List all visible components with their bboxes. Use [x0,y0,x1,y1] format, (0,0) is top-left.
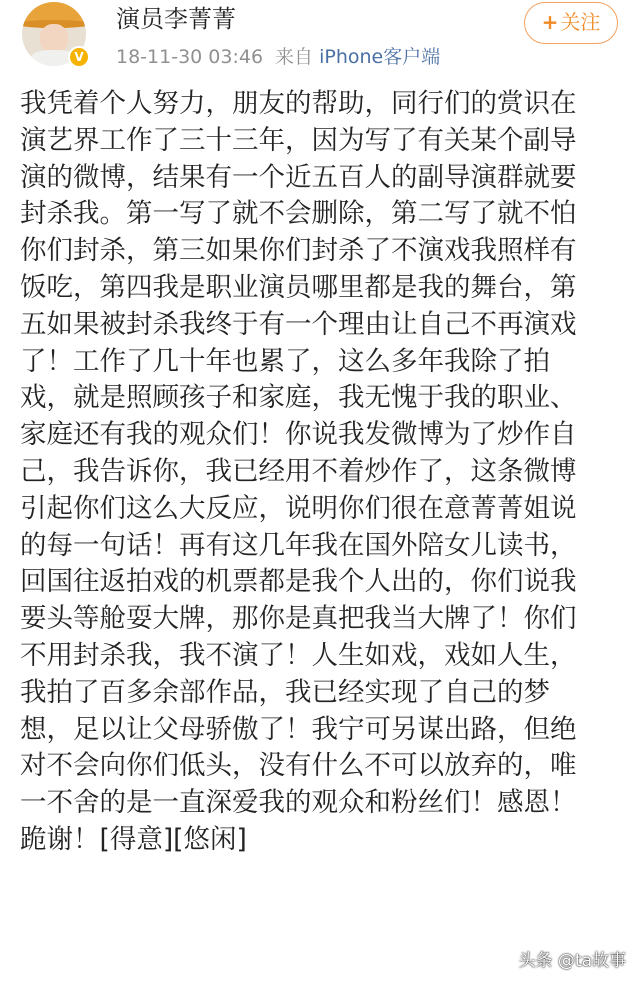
content-line: 戏，就是照顾孩子和家庭，我无愧于我的职业、 [20,382,577,414]
source-prefix: 来自 [275,46,314,68]
content-line: 引起你们这么大反应，说明你们很在意菁菁姐说 [20,492,577,524]
content-line: 封杀我。第一写了就不会删除，第二写了就不怕 [20,198,577,230]
content-line: 要头等舱耍大牌，那你是真把我当大牌了！你们 [20,603,577,635]
plus-icon: + [541,10,559,34]
avatar[interactable] [22,2,86,66]
follow-label: 关注 [560,10,601,34]
content-line: 你们封杀，第三如果你们封杀了不演戏我照样有 [20,235,577,267]
content-line: 想，足以让父母骄傲了！我宁可另谋出路，但绝 [20,713,577,745]
content-line: 五如果被封杀我终于有一个理由让自己不再演戏 [20,308,577,340]
content-line: 我拍了百多余部作品，我已经实现了自己的梦 [20,676,550,708]
post-timestamp: 18-11-30 03:46 [116,46,264,68]
content-line: 演艺界工作了三十三年，因为写了有关某个副导 [20,124,577,156]
follow-button[interactable] [524,2,618,44]
content-line: 家庭还有我的观众们！你说我发微博为了炒作自 [20,419,577,451]
content-line: 不用封杀我，我不演了！人生如戏，戏如人生， [20,639,577,671]
source-link[interactable]: iPhone客户端 [319,46,441,68]
content-line: 的每一句话！再有这几年我在国外陪女儿读书， [20,529,577,561]
content-line: 对不会向你们低头，没有什么不可以放弃的，唯 [20,750,577,782]
content-line: 演的微博，结果有一个近五百人的副导演群就要 [20,161,577,193]
post-meta [116,44,440,70]
post-content [20,86,624,859]
content-line: 我凭着个人努力，朋友的帮助，同行们的赏识在 [20,88,577,119]
content-line: 回国往返拍戏的机票都是我个人出的，你们说我 [20,566,577,598]
content-line: 了！工作了几十年也累了，这么多年我除了拍 [20,345,550,377]
watermark: 头条 @ta故事 [518,951,626,971]
content-line: 己，我告诉你，我已经用不着炒作了，这条微博 [20,455,577,487]
content-line: 一不舍的是一直深爱我的观众和粉丝们！感恩！ [20,787,577,819]
content-line: 跪谢！[得意][悠闲] [20,823,247,855]
verified-badge-icon: V [68,46,90,68]
post-header [0,0,640,84]
content-line: 饭吃，第四我是职业演员哪里都是我的舞台，第 [20,271,577,303]
author-name[interactable]: 演员李菁菁 [116,5,236,33]
